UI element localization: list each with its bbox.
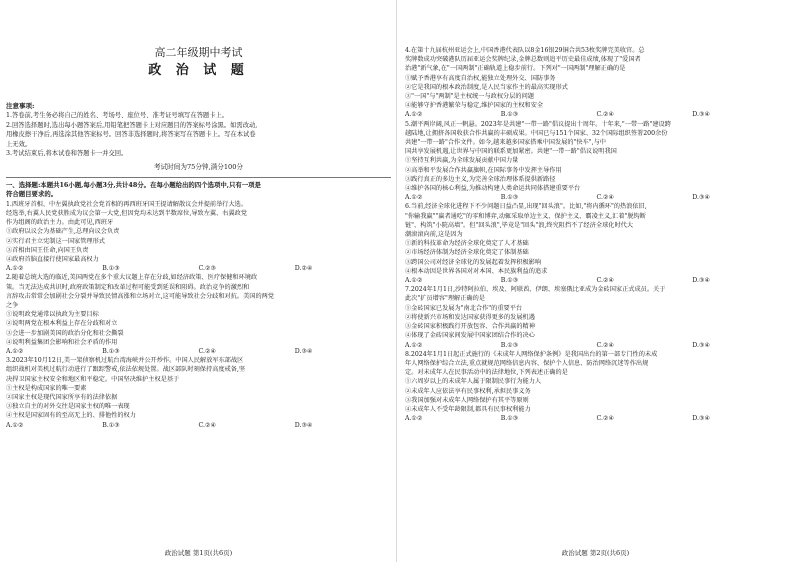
answer-choice: A.①② <box>405 111 423 119</box>
section-heading: 一、选择题:本题共16小题,每小题3分,共计48分。在每小题给出的四个选项中,只有一项是 符合题目要求的。 <box>6 180 261 199</box>
question-5 <box>405 120 788 203</box>
question-6 <box>405 202 788 285</box>
answer-choice: B.①③ <box>500 111 519 119</box>
question-option: ③跨国公司对经济全球化的发展起着发挥积极影响 <box>405 258 542 266</box>
question-option: ②它是我国的根本政治制度,是人民当家作主的最高实现形式 <box>405 83 568 91</box>
answer-choice: B.①③ <box>500 415 519 423</box>
question-3 <box>6 356 391 430</box>
answer-choice: B.①③ <box>500 277 519 285</box>
question-option: ②说明两党在根本利益上存在分歧和对立 <box>6 320 118 328</box>
answer-choice: A.①② <box>405 277 423 285</box>
answer-choice: C.②④ <box>596 415 615 423</box>
question-stem: 1.西班牙首相、中左翼执政党社会党首相的再西班牙国王提请解散议会并提前举行大选。 经选举,右翼人民党获胜成为议会第一大党,但因党均未达到半数席位,导致左翼、右翼政党 作为组阁的政治主力。由此可见,西班牙 <box>6 200 248 227</box>
question-2 <box>6 273 391 356</box>
question-option: ②实行君主立宪制这一国家管理形式 <box>6 237 105 245</box>
answer-choices <box>405 276 788 285</box>
question-option: ①六周岁以上的未成年人属于限制民事行为能力人 <box>405 378 542 386</box>
question-option: ①金砖国家已发展为"南北合作"的重要平台 <box>405 304 523 312</box>
note-item: 2.回答选择题时,选出每小题答案后,用铅笔把答题卡上对应题目的答案标号涂黑。如需改动, 用橡皮擦干净后,再选涂其他答案标号。回答非选择题时,将答案写在答题卡上。写在本试卷 上无效。 <box>6 121 258 148</box>
answer-choices <box>405 341 788 350</box>
question-stem: 8.2024年1月1日起正式施行的《未成年人网络保护条例》是我国出台的第一部专门性的未成 年人网络保护综合立法,重点就规范网络信息内容、保护个人信息、防治网络沉迷等作出规 定。对未成年人在民事活动中的法律地位,下列表述正确的是 <box>405 350 658 377</box>
question-1 <box>6 200 391 274</box>
right-page <box>397 0 794 562</box>
exam-title: 高二年级期中考试 <box>154 46 243 59</box>
answer-choice: D.②④ <box>294 265 313 273</box>
answer-choice: C.②③ <box>198 265 217 273</box>
question-option: ④说明利益集团会影响和社会矛盾的作用 <box>6 338 118 346</box>
question-option: ②国家主权是现代国家所享有的法律依据 <box>6 394 118 402</box>
question-stem: 3.2023年10月12日,美一架侦察机过航台湾海峡并公开炒作。中国人民解放军东部战区 组织战机对美机过航行动进行了跟踪警戒,依法依规处置。战区部队时刻保持高度戒备,坚 决捍卫国家主权安全和地区和平稳定。中国坚决维护主权是基于 <box>6 357 246 383</box>
question-option: ①坚持互利共赢,为全球发展贡献中国力量 <box>405 157 519 165</box>
question-option: ①新的科技革命为经济全球化奠定了人才基础 <box>405 240 529 248</box>
answer-choice: B.①③ <box>102 348 120 356</box>
question-option: ④未成年人不受年龄限制,都具有民事权利能力 <box>405 405 531 413</box>
exam-time-line: 考试时间为75分钟,满分100分 <box>153 162 243 171</box>
question-option: ③我国加强对未成年人网络保护有其平等原则 <box>405 396 529 404</box>
answer-choice: D.③④ <box>692 111 711 119</box>
answer-choice: A.①② <box>6 265 24 273</box>
question-option: ④能够守护香港繁荣与稳定,维护国家的主权和安全 <box>405 102 544 110</box>
question-option: ②市场经济体制为经济全球化奠定了体制基础 <box>405 249 529 257</box>
question-option: ③首相由国王任命,向国王负责 <box>6 246 89 254</box>
note-item: 3.考试结束后,将本试卷和答题卡一并交回。 <box>6 150 128 158</box>
answer-choice: C.②④ <box>596 194 615 202</box>
question-option: ①说明政党通常以执政为主要目标 <box>6 311 99 319</box>
answer-choice: D.③④ <box>294 421 313 429</box>
answer-choice: A.①② <box>405 415 423 423</box>
answer-choice: A.①② <box>405 194 423 202</box>
question-option: ①赋予香港享有高度自治权,能独立处理外交、国防事务 <box>405 74 556 82</box>
answer-choice: C.②④ <box>198 348 217 356</box>
question-option: ③金砖国家积极践行开放包容、合作共赢的精神 <box>405 323 535 331</box>
answer-choices <box>6 347 391 356</box>
question-7 <box>405 285 788 349</box>
question-option: ②高举和平发展合作共赢旗帜,在国际事务中发挥主导作用 <box>405 166 562 174</box>
answer-choice: B.①③ <box>500 341 519 349</box>
question-option: ①主权是构成国家的唯一要素 <box>6 384 87 392</box>
section-separator <box>6 177 391 178</box>
answer-choice: D.③④ <box>692 194 711 202</box>
question-option: ④主权是国家固有的至高无上的、排他性的权力 <box>6 412 136 420</box>
answer-choice: A.①② <box>6 421 24 429</box>
answer-choices <box>405 110 788 119</box>
answer-choice: A.①② <box>405 341 423 349</box>
answer-choice: A.①② <box>6 348 24 356</box>
question-option: ④根本动因是世界各国对对本国、本民族利益的追求 <box>405 267 548 275</box>
question-option: ④体现了金砖国家间发展中国家团结合作的决心 <box>405 332 535 340</box>
question-option: ④政府首脑直接行使国家最高权力 <box>6 256 99 263</box>
question-8 <box>405 350 788 424</box>
answer-choices <box>405 414 788 423</box>
question-stem: 5.潮平两岸阔,风正一帆悬。2023年是共建"一带一路"倡议提出十周年。十年来,"一带一路"建设跨 越陆地,让拥挤各国收获合作共赢的丰硕成果。中国已与151个国家、32个国际组织签署200余份 共建"一带一路"合作文件。如今,越来越多国家搭乘中国发展的"快车",与中 国共享发展机遇,让世界与中国的联系更加紧密。共建"一带一路"倡议说明我国 <box>405 120 671 156</box>
answer-choice: C.②④ <box>596 341 615 349</box>
answer-choice: C.②④ <box>596 277 615 285</box>
page-footer-right: 政治试题 第2页(共6页) <box>561 549 630 557</box>
question-stem: 2.随着总统大选的临近,美国两党在多个重大议题上存在分歧,如经济政策、医疗保健和环境政 策。当无法达成共识时,政府政策制定和改革过程可能受到延误和阻碍。政治竞争的激烈和 言辞攻击常常会加剧社会分裂并导致民情高涨和立场对立,这可能导致社会分歧和对抗。美国的两党 之争 <box>6 274 275 310</box>
question-option: ②将使新兴市场和发达国家获得更多的发展机遇 <box>405 313 535 321</box>
question-option: ③独立自主的对外交往是国家主权的唯一表现 <box>6 403 130 411</box>
answer-choice: D.③④ <box>294 348 313 356</box>
page-footer-left: 政治试题 第1页(共6页) <box>164 549 233 557</box>
question-option: ②未成年人应依法享有民事权利,承担民事义务 <box>405 387 531 395</box>
answer-choice: D.③④ <box>692 415 711 423</box>
question-option: ④维护各国的核心利益,为推动构建人类命运共同体搭建重要平台 <box>405 185 581 193</box>
answer-choice: B.①③ <box>102 265 120 273</box>
answer-choice: D.③④ <box>692 277 711 285</box>
question-option: ①政府以议会为基础产生,总理向议会负责 <box>6 228 120 236</box>
note-item: 1.答卷前,考生务必将自己的姓名、考场号、座位号、准考证号填写在答题卡上。 <box>6 112 229 119</box>
question-stem: 6.当前,经济全球化进程下不少问题日益凸显,出现"回头浪"。比如,"将内循环"的热浪依旧, "你输我赢""赢者通吃"的零和博弈,动辄采取单边主义、保护主义、霸凌主义,汇着"脱钩断 链"、构筑"小院高墙"。但"回头浪",毕竟是"回头"浪,终究阻挡不了经济全球化时代大 潮滚滚向前,这是因为 <box>405 203 647 239</box>
question-option: ③践行真正的多边主义,为完善全球治理体系提供新路径 <box>405 175 556 183</box>
question-stem: 7.2024年1月1日,沙特阿拉伯、埃及、阿联酋、伊朗、埃塞俄比亚成为金砖国家正式成员。关于 此次"扩员增容"理解正确的是 <box>405 286 666 303</box>
answer-choices <box>6 264 391 273</box>
answer-choice: B.①③ <box>102 421 120 429</box>
answer-choice: C.②④ <box>596 111 615 119</box>
answer-choice: D.③④ <box>692 341 711 349</box>
answer-choices <box>6 421 391 430</box>
question-option: ③会进一步加剧美国的政治分化和社会撕裂 <box>6 329 124 337</box>
question-option: ③"一国"与"两制"是主权统一与政权分层的问题 <box>405 93 534 101</box>
answer-choice: C.②④ <box>198 421 217 429</box>
answer-choices <box>405 193 788 202</box>
question-4 <box>405 46 788 120</box>
answer-choice: B.①③ <box>500 194 519 202</box>
notes-heading: 注意事项: <box>6 102 35 110</box>
question-stem: 4.在第十九届杭州亚运会上,中国香港代表队以8金16银29铜合共53枚奖牌完美收官。总 奖牌数成功突破港队历届亚运会奖牌纪录,金牌总数则追平历史最佳成绩,体现了"爱国者 治港"新气象,在"一国两制"正确轨道上稳步前行。下列对"一国两制"理解正确的是 <box>405 47 645 73</box>
subject-title: 政 治 试 题 <box>148 63 249 78</box>
